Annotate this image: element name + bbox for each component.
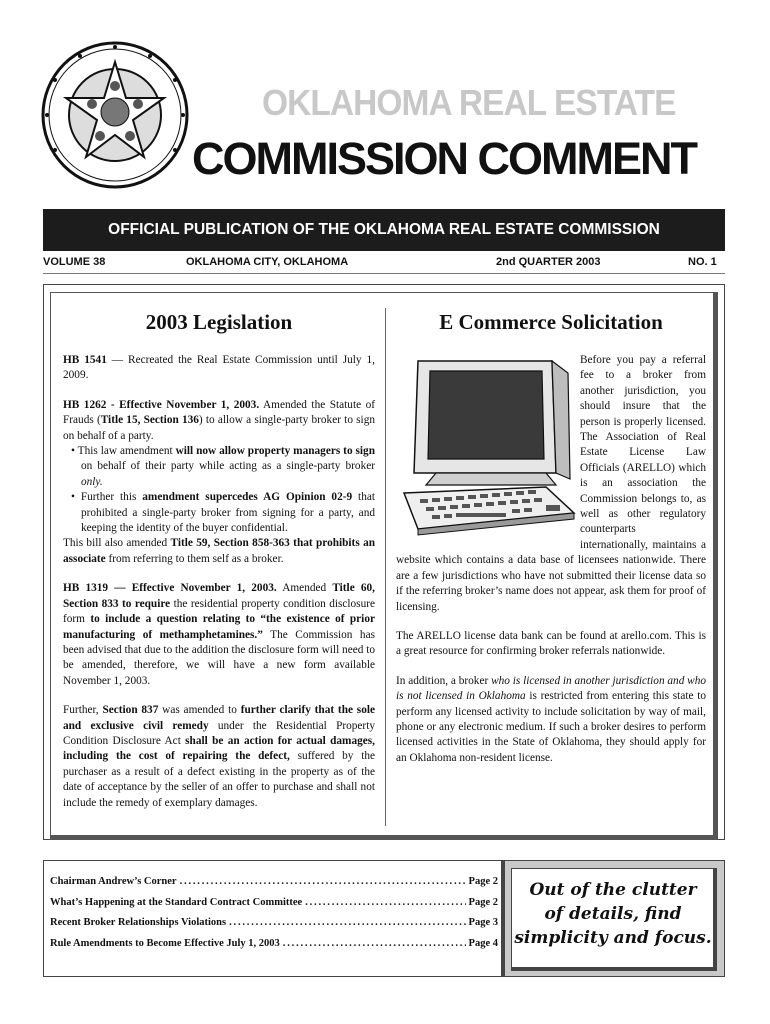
column-divider [385,308,386,826]
non-resident-paragraph: In addition, a broker who is licensed in another jurisdiction and who is not licensed in Oklahoma is restricted from entering this state to perform any licensed activity to include solicitation by way of mail, phone or any electronic medium. If such a broker desires to perform licensed activities in the State of Oklahoma, they should apply for an Oklahoma non-resident license. [396,674,707,764]
table-of-contents [50,876,498,958]
publication-banner: OFFICIAL PUBLICATION OF THE OKLAHOMA REAL ESTATE COMMISSION [43,209,725,251]
city-label: OKLAHOMA CITY, OKLAHOMA [186,256,349,268]
hb1319-paragraph: HB 1319 — Effective November 1, 2003. Amended Title 60, Section 833 to require the residential property condition disclosure form to include a question relating to “the existence of prior manufacturing of methamphetamines.” The Commission has been advised that due to the addition the disclosure form will need to be amended, therefore, we will have a new form available November 1, 2003. [63,582,375,687]
hb1262-paragraph: HB 1262 - Effective November 1, 2003. Amended the Statute of Frauds (Title 15, Section 136) to allow a single-party broker to sign on behalf of a party. [63,398,375,442]
issue-number: NO. 1 [688,256,717,268]
referral-paragraph: Before you pay a referral fee to a broker from another jurisdiction, you should insure that the person is properly licensed. The Association of Real Estate License Law Officials (ARELLO) which is an association the Commission belongs to, as well as other regulatory counterparts internationally, maintains a website which contains a data base of licensees nationwide. There are a few jurisdictions who have not submitted their license data so if the referring broker’s name does not appear, ask them for proof of licensing. [396,354,706,613]
toc-item[interactable]: Recent Broker Relationships Violations ..... Page 3 [50,917,498,938]
divider [43,273,725,274]
legislation-heading: 2003 Legislation [145,310,293,334]
quote-text: Out of the clutter of details, find simplicity and focus. [514,880,712,948]
ecommerce-heading: E Commerce Solicitation [439,310,663,334]
hb1541-paragraph: HB 1541 — Recreated the Real Estate Commission until July 1, 2009. [63,354,375,382]
volume-label: VOLUME 38 [43,256,106,268]
bullet-item: • Further this amendment supercedes AG Opinion 02-9 that prohibited a single-party broker from signing for a party, and keeping the identity of the buyer confidential. [71,491,375,535]
toc-item[interactable]: Rule Amendments to Become Effective July 1, 2003 ..... Page 4 [50,938,498,959]
toc-item[interactable]: Chairman Andrew’s Corner ..... Page 2 [50,876,498,897]
masthead-title-line2: COMMISSION COMMENT [192,133,696,184]
toc-item[interactable]: What’s Happening at the Standard Contract Committee ..... Page 2 [50,897,498,918]
computer-illustration [396,353,576,541]
state-seal-image [40,40,190,190]
ecommerce-column [396,305,706,780]
legislation-column [63,305,375,825]
masthead-title-line1: OKLAHOMA REAL ESTATE [262,82,676,123]
section837-paragraph: Further, Section 837 was amended to further clarify that the sole and exclusive civil remedy under the Residential Property Condition Disclosure Act shall be an action for actual damages, including the cost of repairing the defect, suffered by the purchaser as a result of a defect existing in the property as of the date of acceptance by the seller of an offer to purchase and shall not include the remedy of exemplary damages. [63,704,376,809]
title59-paragraph: This bill also amended Title 59, Section 858-363 that prohibits an associate from referring to them self as a broker. [63,537,375,565]
quarter-label: 2nd QUARTER 2003 [496,256,601,268]
bullet-item: • This law amendment will now allow property managers to sign on behalf of their party while acting as a single-party broker only. [71,445,375,488]
arello-paragraph: The ARELLO license data bank can be found at arello.com. This is a great resource for confirming broker referrals nationwide. [396,629,706,658]
